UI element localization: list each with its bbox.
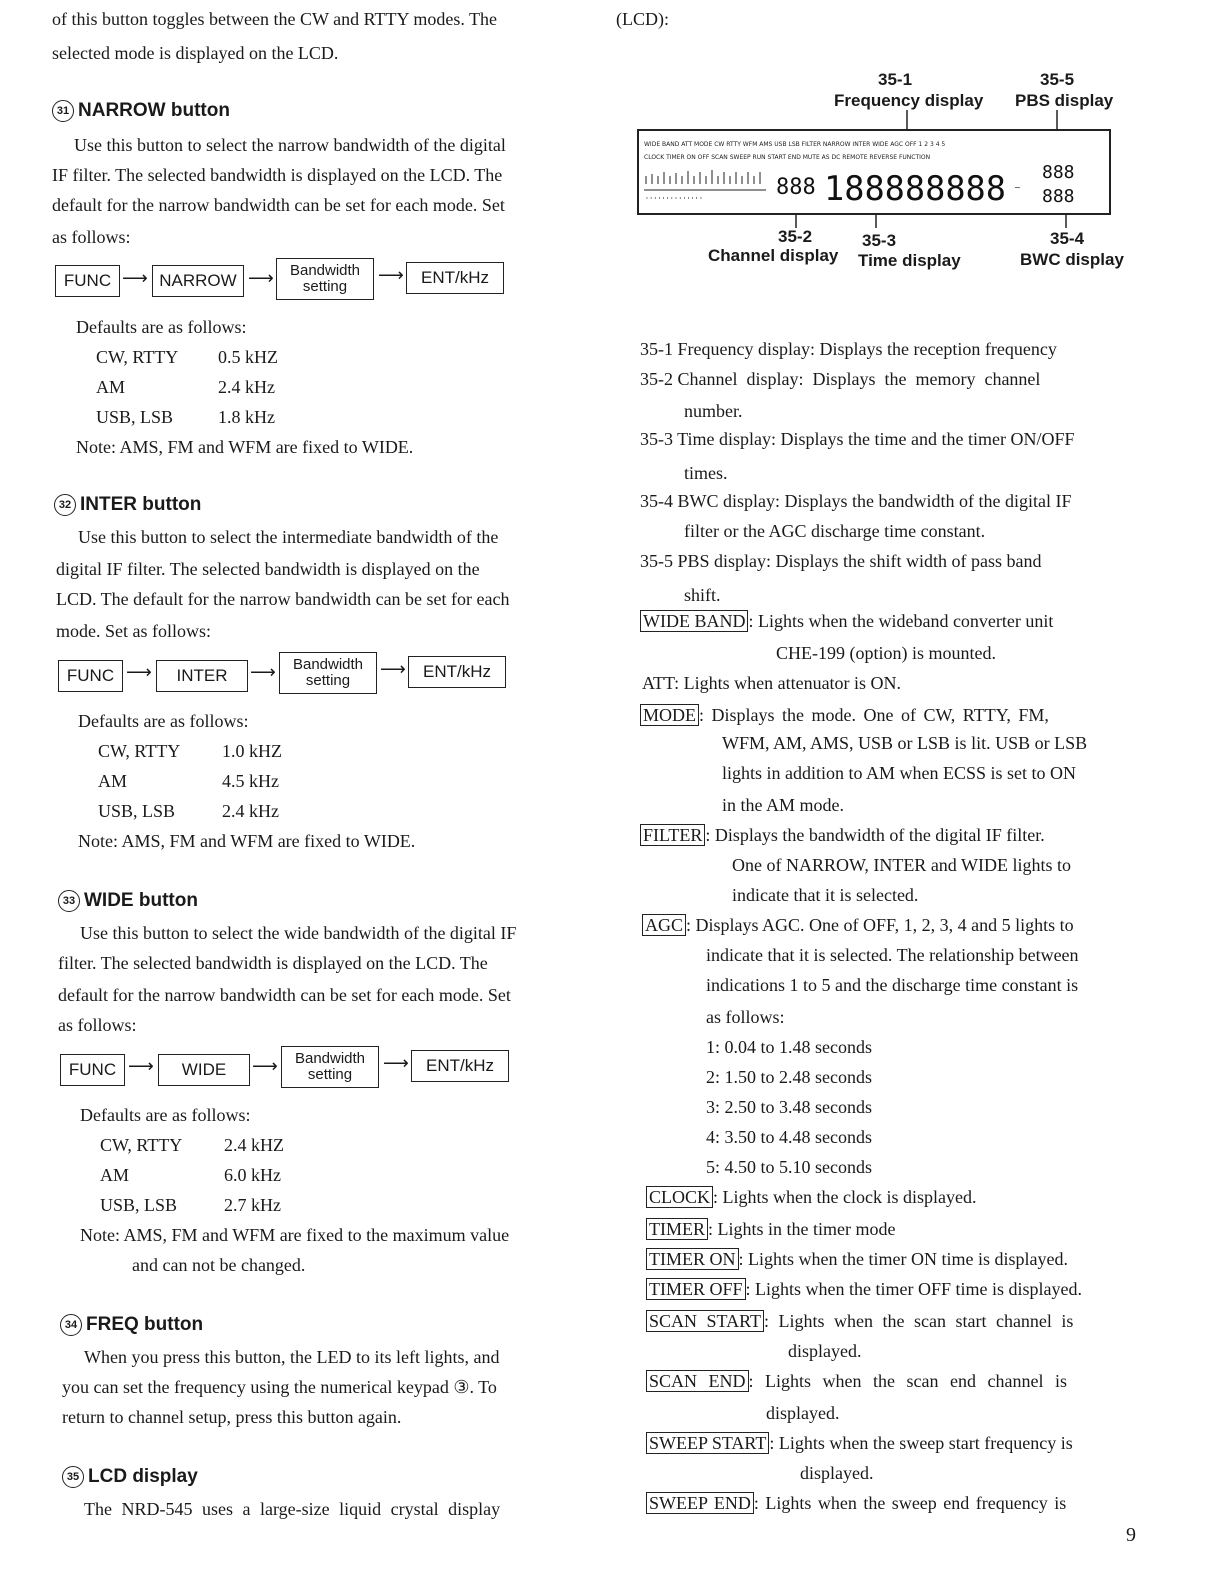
arrow-right-icon: ⟶ [380, 659, 406, 680]
label-time-display: Time display [858, 251, 961, 270]
item-35-2: 35-2 Channel display: Displays the memory channel [640, 369, 1041, 389]
ent-khz-key: ENT/kHz [406, 262, 504, 294]
svg-text:888: 888 [1042, 162, 1075, 183]
agc-line-1: indicate that it is selected. The relationship between [706, 945, 1079, 965]
timer-on-item: TIMER ON : Lights when the timer ON time is displayed. [646, 1244, 1068, 1274]
wide-line-4: as follows: [58, 1015, 137, 1035]
wideband-item: WIDE BAND : Lights when the wideband converter unit [640, 606, 1053, 636]
svg-text:' ' ' ' ' ' ' ' ' ' ' ' ' ': ' ' ' ' ' ' ' ' ' ' ' ' ' ' [646, 196, 702, 204]
ent-khz-key: ENT/kHz [411, 1050, 509, 1082]
inter-heading [54, 494, 201, 516]
agc-item: AGC : Displays AGC. One of OFF, 1, 2, 3, 4 and 5 lights to [642, 910, 1074, 940]
item-35-1: 35-1 Frequency display: Displays the reception frequency [640, 339, 1057, 359]
inter-key: INTER [156, 660, 248, 692]
arrow-right-icon: ⟶ [378, 265, 404, 286]
wide-line-2: filter. The selected bandwidth is displayed on the LCD. The [58, 953, 488, 973]
timer-on-key: TIMER ON [646, 1248, 739, 1270]
narrow-default-mode: CW, RTTY [96, 347, 179, 367]
label-35-4-num: 35-4 [1050, 229, 1085, 248]
timer-off-key: TIMER OFF [646, 1278, 746, 1300]
narrow-defaults-label: Defaults are as follows: [76, 317, 247, 337]
inter-default-value: 1.0 kHZ [222, 741, 282, 761]
inter-line-4: mode. Set as follows: [56, 621, 211, 641]
item-35-4-cont: filter or the AGC discharge time constant. [684, 521, 986, 541]
narrow-line-1: Use this button to select the narrow bandwidth of the digital [74, 135, 506, 155]
inter-default-value: 2.4 kHz [222, 801, 279, 821]
item-35-3-cont: times. [684, 463, 728, 483]
wide-default-mode: USB, LSB [100, 1195, 178, 1215]
wide-line-1: Use this button to select the wide bandwidth of the digital IF [80, 923, 517, 943]
svg-text:888: 888 [776, 175, 816, 200]
lcd-heading [62, 1466, 198, 1488]
agc-line-8: 5: 4.50 to 5.10 seconds [706, 1157, 872, 1177]
circled-number: 35 [62, 1466, 84, 1488]
wide-defaults-label: Defaults are as follows: [80, 1105, 251, 1125]
svg-text:CLOCK TIMER ON OFF SCAN SW: CLOCK TIMER ON OFF SCAN SWEEP RUN START END MUTE AS DC REMOTE REVERSE FUNCTION [644, 154, 931, 161]
scan-start-key: SCAN START [646, 1310, 764, 1332]
wide-note-2: and can not be changed. [132, 1255, 306, 1275]
svg-text:WIDE BAND ATT MODE CW RTTY: WIDE BAND ATT MODE CW RTTY WFM AMS USB LSB FILTER NARROW INTER WIDE AGC OFF 1 2 3 4 5 [644, 141, 946, 148]
circled-number: 31 [52, 100, 74, 122]
timer-off-item: TIMER OFF : Lights when the timer OFF time is displayed. [646, 1274, 1082, 1304]
wide-line-3: default for the narrow bandwidth can be set for each mode. Set [58, 985, 511, 1005]
sweep-start-key: SWEEP START [646, 1432, 769, 1454]
inter-default-mode: AM [98, 771, 128, 791]
item-35-4: 35-4 BWC display: Displays the bandwidth of the digital IF [640, 491, 1072, 511]
sweep-end-item: SWEEP END : Lights when the sweep end frequency is [646, 1488, 1066, 1518]
label-35-2-num: 35-2 [778, 227, 813, 246]
wide-title: WIDE button [84, 890, 198, 911]
sweep-start-item: SWEEP START : Lights when the sweep start frequency is [646, 1428, 1073, 1458]
func-key: FUNC [58, 660, 123, 692]
mode-line-1: WFM, AM, AMS, USB or LSB is lit. USB or LSB [722, 733, 1088, 753]
bandwidth-setting-key: Bandwidth setting [279, 652, 377, 694]
scan-end-item: SCAN END : Lights when the scan end channel is [646, 1366, 1067, 1396]
lcd-line-1: The NRD-545 uses a large-size liquid crystal display [84, 1499, 501, 1519]
inter-line-3: LCD. The default for the narrow bandwidth can be set for each [56, 589, 510, 609]
intro-line-1: of this button toggles between the CW and RTTY modes. The [52, 9, 498, 29]
inter-line-2: digital IF filter. The selected bandwidth is displayed on the [56, 559, 480, 579]
narrow-default-mode: AM [96, 377, 126, 397]
freq-title: FREQ button [86, 1314, 204, 1335]
mode-key: MODE [640, 704, 699, 726]
arrow-right-icon: ⟶ [252, 1056, 278, 1077]
label-channel-display: Channel display [708, 246, 839, 265]
arrow-right-icon: ⟶ [248, 268, 274, 289]
svg-text:888: 888 [1042, 186, 1075, 207]
filter-item: FILTER : Displays the bandwidth of the digital IF filter. [640, 820, 1045, 850]
circled-number: 32 [54, 494, 76, 516]
item-35-2-cont: number. [684, 401, 743, 421]
agc-line-5: 2: 1.50 to 2.48 seconds [706, 1067, 872, 1087]
lcd-title: LCD display [88, 1466, 198, 1487]
agc-line-7: 4: 3.50 to 4.48 seconds [706, 1127, 872, 1147]
circled-number: 34 [60, 1314, 82, 1336]
lcd-continuation: (LCD): [616, 9, 669, 29]
narrow-default-value: 0.5 kHZ [218, 347, 278, 367]
inter-title: INTER button [80, 494, 202, 515]
wide-default-value: 2.7 kHz [224, 1195, 281, 1215]
mode-item: MODE : Displays the mode. One of CW, RTTY, FM, [640, 700, 1049, 730]
wide-key: WIDE [158, 1054, 250, 1086]
wide-default-mode: CW, RTTY [100, 1135, 183, 1155]
scan-end-key: SCAN END [646, 1370, 749, 1392]
narrow-note: Note: AMS, FM and WFM are fixed to WIDE. [76, 437, 414, 457]
ent-khz-key: ENT/kHz [408, 656, 506, 688]
inter-line-1: Use this button to select the intermediate bandwidth of the [78, 527, 499, 547]
item-35-5: 35-5 PBS display: Displays the shift width of pass band [640, 551, 1042, 571]
narrow-line-3: default for the narrow bandwidth can be set for each mode. Set [52, 195, 505, 215]
item-35-3: 35-3 Time display: Displays the time and the timer ON/OFF [640, 429, 1075, 449]
wide-note-1: Note: AMS, FM and WFM are fixed to the maximum value [80, 1225, 510, 1245]
label-35-3-num: 35-3 [862, 231, 897, 250]
freq-heading [60, 1314, 203, 1336]
wide-default-mode: AM [100, 1165, 130, 1185]
narrow-default-mode: USB, LSB [96, 407, 174, 427]
arrow-right-icon: ⟶ [126, 662, 152, 683]
lcd-panel [636, 110, 1112, 250]
mode-line-2: lights in addition to AM when ECSS is set to ON [722, 763, 1077, 783]
label-35-1-num: 35-1 [878, 70, 913, 89]
timer-key: TIMER [646, 1218, 708, 1240]
arrow-right-icon: ⟶ [128, 1056, 154, 1077]
func-key: FUNC [60, 1054, 125, 1086]
freq-line-2: you can set the frequency using the numerical keypad ③. To [62, 1377, 497, 1397]
svg-text:~: ~ [1014, 183, 1021, 192]
wideband-cont: CHE-199 (option) is mounted. [776, 643, 996, 663]
intro-line-2: selected mode is displayed on the LCD. [52, 43, 339, 63]
filter-line-2: indicate that it is selected. [732, 885, 919, 905]
page-number: 9 [1126, 1524, 1136, 1546]
filter-key: FILTER [640, 824, 705, 846]
item-35-5-cont: shift. [684, 585, 721, 605]
freq-line-1: When you press this button, the LED to its left lights, and [84, 1347, 500, 1367]
label-pbs-display: PBS display [1015, 91, 1114, 110]
att-item: ATT: Lights when attenuator is ON. [642, 673, 902, 693]
sweep-start-cont: displayed. [800, 1463, 874, 1483]
agc-line-3: as follows: [706, 1007, 785, 1027]
arrow-right-icon: ⟶ [122, 268, 148, 289]
agc-line-2: indications 1 to 5 and the discharge time constant is [706, 975, 1079, 995]
scan-start-cont: displayed. [788, 1341, 862, 1361]
narrow-line-2: IF filter. The selected bandwidth is displayed on the LCD. The [52, 165, 503, 185]
clock-key: CLOCK [646, 1186, 713, 1208]
filter-line-1: One of NARROW, INTER and WIDE lights to [732, 855, 1071, 875]
func-key: FUNC [55, 265, 120, 297]
scan-end-cont: displayed. [766, 1403, 840, 1423]
inter-default-mode: CW, RTTY [98, 741, 181, 761]
wide-heading [58, 890, 198, 912]
narrow-title: NARROW button [78, 100, 230, 121]
label-35-5-num: 35-5 [1040, 70, 1075, 89]
label-frequency-display: Frequency display [834, 91, 984, 110]
wide-default-value: 2.4 kHZ [224, 1135, 284, 1155]
agc-line-4: 1: 0.04 to 1.48 seconds [706, 1037, 872, 1057]
timer-item: TIMER : Lights in the timer mode [646, 1214, 895, 1244]
bandwidth-setting-key: Bandwidth setting [281, 1046, 379, 1088]
mode-line-3: in the AM mode. [722, 795, 844, 815]
inter-default-value: 4.5 kHz [222, 771, 279, 791]
inter-default-mode: USB, LSB [98, 801, 176, 821]
narrow-heading [52, 100, 230, 122]
wide-default-value: 6.0 kHz [224, 1165, 281, 1185]
narrow-default-value: 2.4 kHz [218, 377, 275, 397]
agc-line-6: 3: 2.50 to 3.48 seconds [706, 1097, 872, 1117]
agc-key: AGC [642, 914, 686, 936]
inter-defaults-label: Defaults are as follows: [78, 711, 249, 731]
svg-text:188888888: 188888888 [824, 169, 1006, 209]
freq-line-3: return to channel setup, press this button again. [62, 1407, 402, 1427]
wideband-key: WIDE BAND [640, 610, 748, 632]
bandwidth-setting-key: Bandwidth setting [276, 258, 374, 300]
inter-note: Note: AMS, FM and WFM are fixed to WIDE. [78, 831, 416, 851]
narrow-default-value: 1.8 kHz [218, 407, 275, 427]
scan-start-item: SCAN START : Lights when the scan start channel is [646, 1306, 1073, 1336]
circled-number: 33 [58, 890, 80, 912]
arrow-right-icon: ⟶ [250, 662, 276, 683]
arrow-right-icon: ⟶ [383, 1053, 409, 1074]
sweep-end-key: SWEEP END [646, 1492, 754, 1514]
label-bwc-display: BWC display [1020, 250, 1124, 269]
clock-item: CLOCK : Lights when the clock is displayed. [646, 1182, 976, 1212]
narrow-key: NARROW [152, 265, 244, 297]
narrow-line-4: as follows: [52, 227, 131, 247]
